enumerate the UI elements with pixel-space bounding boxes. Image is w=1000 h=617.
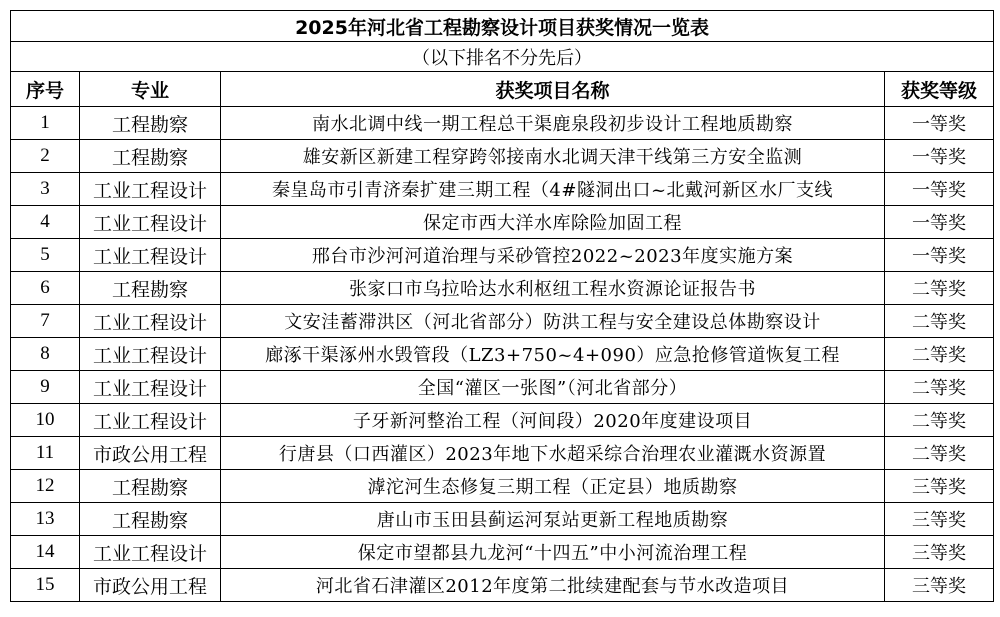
table-row [11,569,994,602]
row-number: 7 [11,305,80,338]
row-award-grade: 一等奖 [885,173,994,206]
row-specialty: 工业工程设计 [80,305,221,338]
row-award-grade: 三等奖 [885,470,994,503]
row-project-name: 行唐县（口西灌区）2023年地下水超采综合治理农业灌溉水资源置 [221,437,885,470]
row-award-grade: 二等奖 [885,404,994,437]
row-award-grade: 二等奖 [885,437,994,470]
row-award-grade: 三等奖 [885,569,994,602]
table-row [11,371,994,404]
row-project-name: 子牙新河整治工程（河间段）2020年度建设项目 [221,404,885,437]
row-project-name: 全国“灌区一张图”（河北省部分） [221,371,885,404]
row-specialty: 工程勘察 [80,107,221,140]
row-project-name: 文安洼蓄滞洪区（河北省部分）防洪工程与安全建设总体勘察设计 [221,305,885,338]
header-specialty: 专业 [80,72,221,107]
row-award-grade: 一等奖 [885,107,994,140]
row-number: 8 [11,338,80,371]
table-row [11,338,994,371]
row-project-name: 保定市西大洋水库除险加固工程 [221,206,885,239]
row-award-grade: 一等奖 [885,239,994,272]
row-number: 3 [11,173,80,206]
row-project-name: 廊涿干渠涿州水毁管段（LZ3+750~4+090）应急抢修管道恢复工程 [221,338,885,371]
title-row [11,11,994,42]
table-subtitle: （以下排名不分先后） [11,42,994,72]
table-row [11,437,994,470]
row-specialty: 工业工程设计 [80,338,221,371]
row-specialty: 工业工程设计 [80,536,221,569]
row-number: 14 [11,536,80,569]
row-specialty: 工业工程设计 [80,371,221,404]
row-number: 1 [11,107,80,140]
table-row [11,272,994,305]
row-number: 15 [11,569,80,602]
row-award-grade: 一等奖 [885,140,994,173]
table-row [11,107,994,140]
row-award-grade: 二等奖 [885,305,994,338]
row-award-grade: 三等奖 [885,503,994,536]
row-specialty: 工业工程设计 [80,404,221,437]
row-number: 9 [11,371,80,404]
row-award-grade: 二等奖 [885,371,994,404]
row-project-name: 滹沱河生态修复三期工程（正定县）地质勘察 [221,470,885,503]
subtitle-row [11,42,994,72]
row-project-name: 雄安新区新建工程穿跨邻接南水北调天津干线第三方安全监测 [221,140,885,173]
row-award-grade: 二等奖 [885,338,994,371]
row-award-grade: 一等奖 [885,206,994,239]
header-number: 序号 [11,72,80,107]
row-specialty: 市政公用工程 [80,569,221,602]
row-number: 5 [11,239,80,272]
row-specialty: 工程勘察 [80,503,221,536]
row-project-name: 南水北调中线一期工程总干渠鹿泉段初步设计工程地质勘察 [221,107,885,140]
header-project-name: 获奖项目名称 [221,72,885,107]
header-row [11,72,994,107]
row-specialty: 工程勘察 [80,140,221,173]
row-specialty: 市政公用工程 [80,437,221,470]
header-award-grade: 获奖等级 [885,72,994,107]
table-row [11,470,994,503]
row-project-name: 河北省石津灌区2012年度第二批续建配套与节水改造项目 [221,569,885,602]
row-specialty: 工业工程设计 [80,173,221,206]
row-project-name: 秦皇岛市引青济秦扩建三期工程（4#隧洞出口~北戴河新区水厂支线 [221,173,885,206]
row-project-name: 保定市望都县九龙河“十四五”中小河流治理工程 [221,536,885,569]
row-award-grade: 二等奖 [885,272,994,305]
row-specialty: 工程勘察 [80,272,221,305]
table-row [11,503,994,536]
row-specialty: 工业工程设计 [80,239,221,272]
row-project-name: 张家口市乌拉哈达水利枢纽工程水资源论证报告书 [221,272,885,305]
table-row [11,239,994,272]
row-award-grade: 三等奖 [885,536,994,569]
award-table [10,10,994,602]
row-number: 2 [11,140,80,173]
row-number: 11 [11,437,80,470]
table-row [11,404,994,437]
row-number: 6 [11,272,80,305]
table-title: 2025年河北省工程勘察设计项目获奖情况一览表 [11,11,994,42]
row-specialty: 工程勘察 [80,470,221,503]
row-number: 10 [11,404,80,437]
row-number: 4 [11,206,80,239]
row-specialty: 工业工程设计 [80,206,221,239]
table-row [11,206,994,239]
row-project-name: 邢台市沙河河道治理与采砂管控2022~2023年度实施方案 [221,239,885,272]
row-number: 13 [11,503,80,536]
row-number: 12 [11,470,80,503]
table-row [11,140,994,173]
row-project-name: 唐山市玉田县蓟运河泵站更新工程地质勘察 [221,503,885,536]
table-row [11,305,994,338]
table-row [11,536,994,569]
table-row [11,173,994,206]
